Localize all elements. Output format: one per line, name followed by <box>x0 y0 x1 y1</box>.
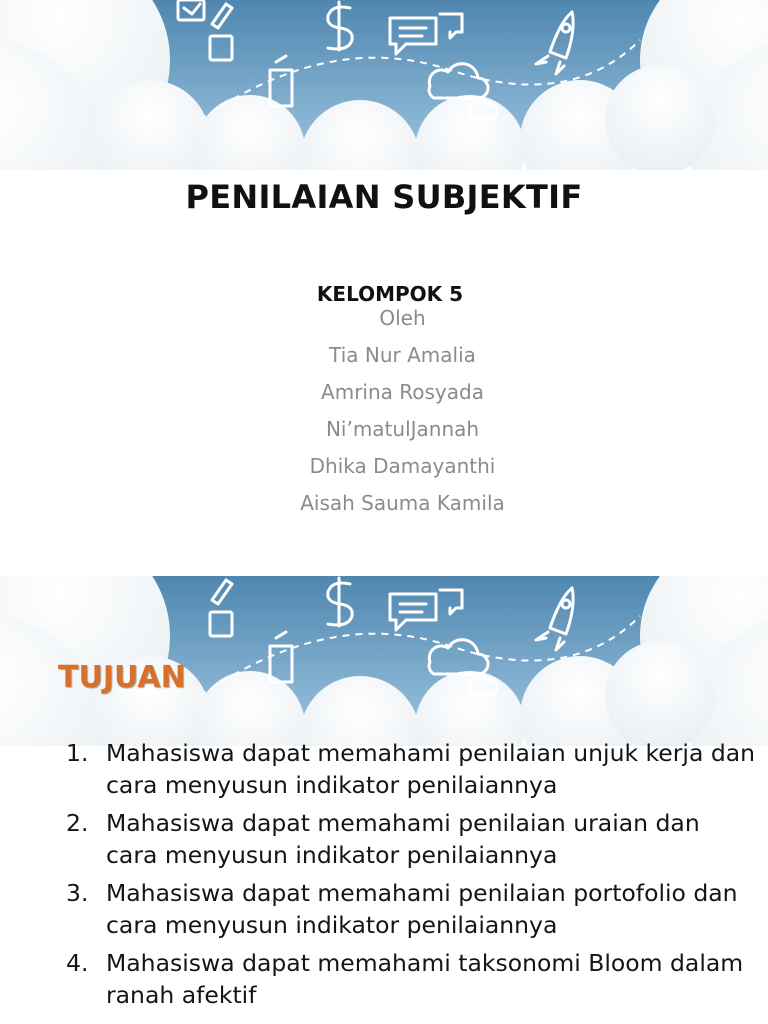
item-text: Mahasiswa dapat memahami taksonomi Bloom dalam ranah afektif <box>106 949 744 1009</box>
item-number: 3. <box>66 879 89 907</box>
author-line: Dhika Damayanthi <box>309 454 496 478</box>
list-item <box>66 807 756 871</box>
author-list <box>0 300 768 512</box>
item-number: 2. <box>66 809 89 837</box>
item-number: 1. <box>66 739 89 767</box>
list-item <box>66 947 756 1011</box>
author-line: Tia Nur Amalia <box>329 343 476 367</box>
presentation-title: PENILAIAN SUBJEKTIF <box>185 178 583 216</box>
objectives-list <box>66 737 756 1017</box>
objectives-slide <box>0 576 768 1024</box>
author-line: Aisah Sauma Kamila <box>300 491 505 512</box>
section-heading: TUJUAN <box>58 660 186 695</box>
author-line: Ni’matulJannah <box>325 417 480 441</box>
list-item <box>66 737 756 801</box>
author-line: Amrina Rosyada <box>321 380 484 404</box>
item-text: Mahasiswa dapat memahami penilaian uraian dan cara menyusun indikator penilaiannya <box>106 809 700 869</box>
item-text: Mahasiswa dapat memahami penilaian unjuk kerja dan cara menyusun indikator penilaiannya <box>106 739 756 799</box>
group-label: KELOMPOK 5 <box>316 282 464 306</box>
author-line: Oleh <box>379 306 426 330</box>
list-item <box>66 877 756 941</box>
item-number: 4. <box>66 949 89 977</box>
item-text: Mahasiswa dapat memahami penilaian portofolio dan cara menyusun indikator penilaiannya <box>106 879 738 939</box>
